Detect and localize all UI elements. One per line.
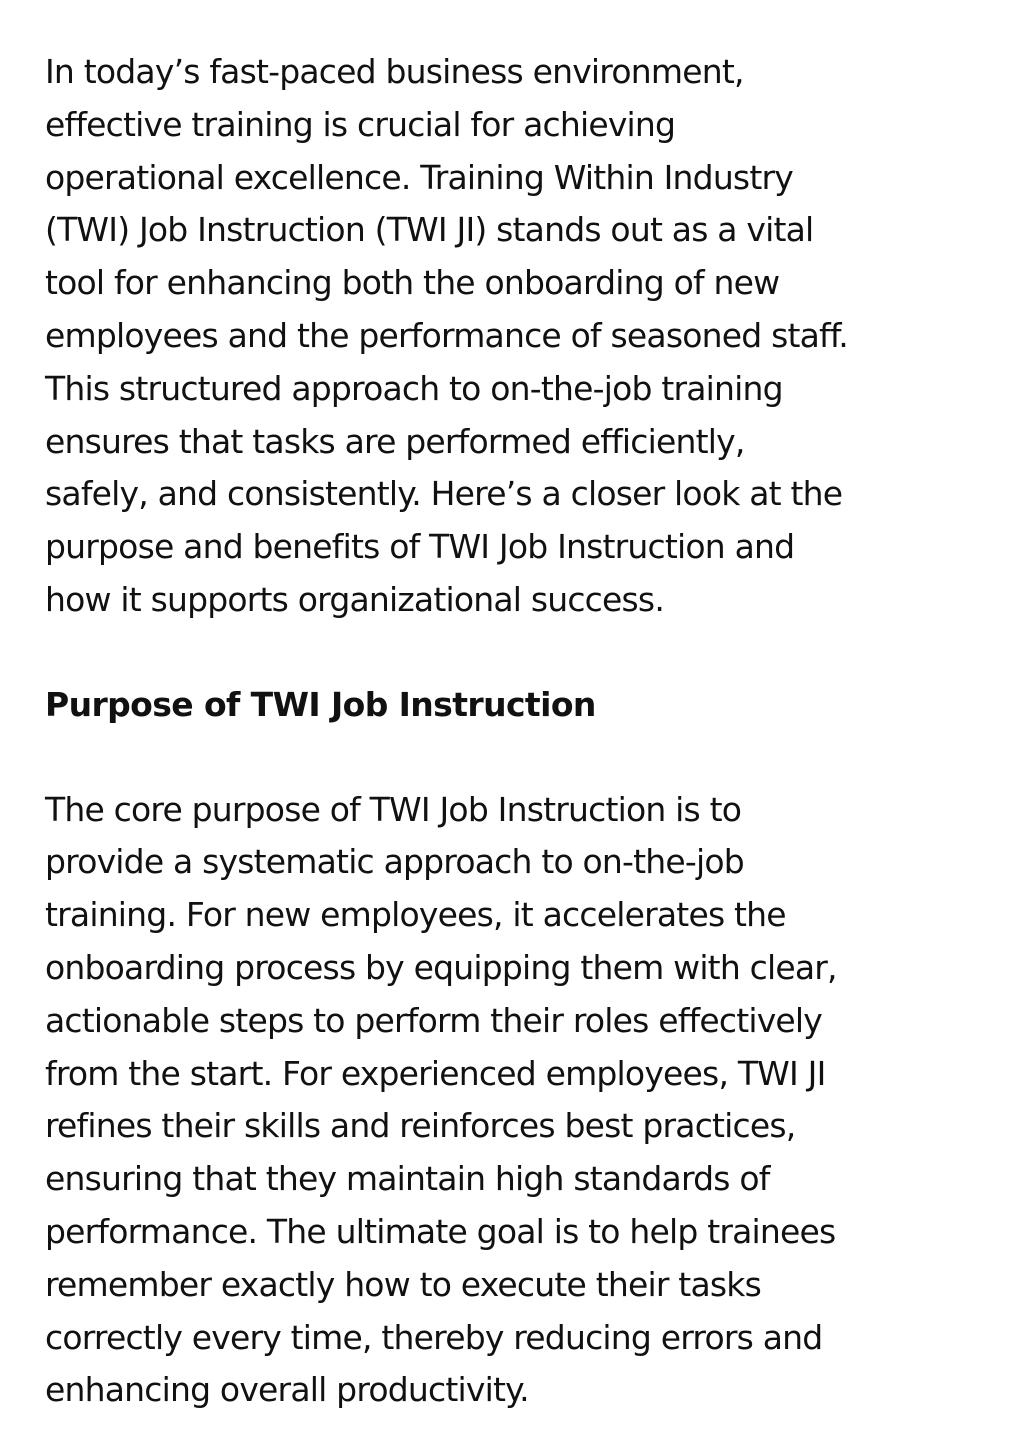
intro-line: employees and the performance of seasoned staff.: [45, 315, 848, 355]
purpose-line: refines their skills and reinforces best practices,: [45, 1106, 796, 1146]
intro-line: operational excellence. Training Within Industry: [45, 157, 793, 197]
purpose-line: ensuring that they maintain high standards of: [45, 1159, 770, 1199]
purpose-line: training. For new employees, it accelerates the: [45, 895, 786, 935]
intro-line: ensures that tasks are performed efficiently,: [45, 421, 745, 461]
purpose-line: performance. The ultimate goal is to help trainees: [45, 1211, 836, 1251]
intro-line: In today’s fast-paced business environment,: [45, 52, 744, 91]
purpose-line: provide a systematic approach to on-the-job: [45, 842, 744, 882]
purpose-line: enhancing overall productivity.: [45, 1370, 529, 1410]
document-page: [45, 46, 995, 1417]
intro-line: (TWI) Job Instruction (TWI JI) stands out as a vital: [45, 210, 814, 250]
purpose-line: remember exactly how to execute their tasks: [45, 1264, 761, 1304]
purpose-paragraph: [45, 784, 995, 1418]
intro-line: safely, and consistently. Here’s a closer look at the: [45, 474, 843, 514]
purpose-line: The core purpose of TWI Job Instruction is to: [45, 789, 742, 829]
purpose-line: from the start. For experienced employees, TWI JI: [45, 1053, 826, 1093]
purpose-line: onboarding process by equipping them with clear,: [45, 947, 837, 987]
intro-paragraph: [45, 46, 995, 627]
purpose-line: correctly every time, thereby reducing errors and: [45, 1317, 823, 1357]
section-heading: Purpose of TWI Job Instruction: [45, 684, 596, 724]
intro-line: This structured approach to on-the-job training: [45, 368, 783, 408]
intro-line: purpose and benefits of TWI Job Instruction and: [45, 527, 795, 567]
purpose-line: actionable steps to perform their roles effectively: [45, 1000, 823, 1040]
intro-line: how it supports organizational success.: [45, 579, 665, 619]
intro-line: tool for enhancing both the onboarding of new: [45, 263, 780, 303]
intro-line: effective training is crucial for achieving: [45, 104, 676, 144]
